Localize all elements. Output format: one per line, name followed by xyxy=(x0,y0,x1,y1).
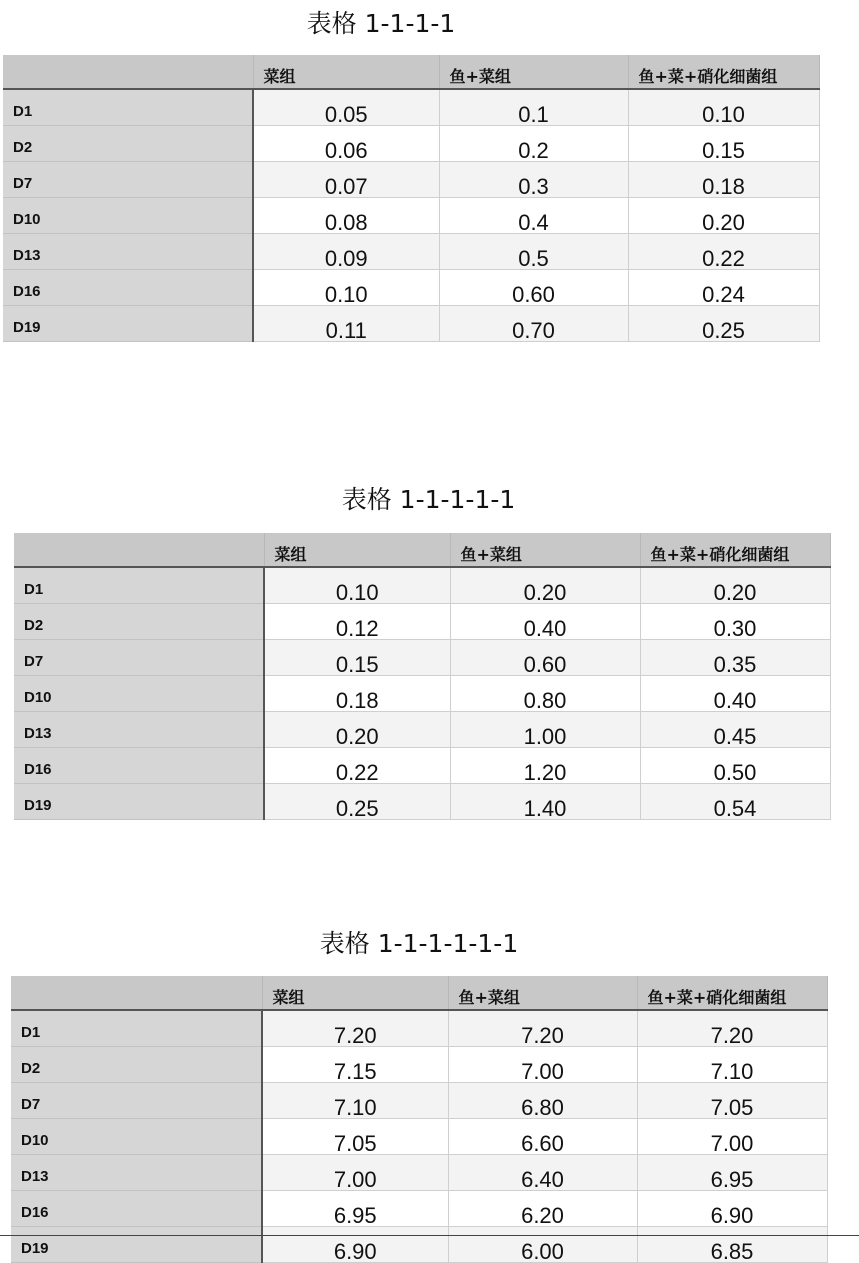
row-label: D1 xyxy=(14,567,264,604)
table-row xyxy=(3,89,819,126)
row-label: D2 xyxy=(3,126,253,162)
table-cell: 0.11 xyxy=(253,306,439,342)
row-label: D1 xyxy=(3,89,253,126)
row-label: D7 xyxy=(11,1083,262,1119)
table-row xyxy=(14,712,830,748)
table-row xyxy=(14,676,830,712)
table-cell: 0.20 xyxy=(450,567,640,604)
table-cell: 0.18 xyxy=(264,676,450,712)
table-cell: 0.30 xyxy=(640,604,830,640)
table-block-3 xyxy=(11,920,827,1263)
row-label: D10 xyxy=(14,676,264,712)
column-header: 鱼+菜组 xyxy=(448,976,637,1010)
table-row xyxy=(3,270,819,306)
column-header: 菜组 xyxy=(262,976,448,1010)
table-row xyxy=(11,1083,827,1119)
table-cell: 0.70 xyxy=(439,306,628,342)
corner-cell xyxy=(14,533,264,567)
table-row xyxy=(3,198,819,234)
header-row xyxy=(14,533,830,567)
table-cell: 0.20 xyxy=(640,567,830,604)
table-row xyxy=(14,748,830,784)
table-cell: 0.08 xyxy=(253,198,439,234)
row-label: D19 xyxy=(3,306,253,342)
table-cell: 0.07 xyxy=(253,162,439,198)
data-table xyxy=(3,55,820,342)
table-cell: 0.5 xyxy=(439,234,628,270)
row-label: D10 xyxy=(11,1119,262,1155)
table-cell: 6.95 xyxy=(637,1155,827,1191)
table-cell: 0.15 xyxy=(264,640,450,676)
page-bottom-rule xyxy=(0,1235,859,1236)
corner-cell xyxy=(11,976,262,1010)
table-cell: 0.10 xyxy=(253,270,439,306)
table-cell: 0.35 xyxy=(640,640,830,676)
column-header: 菜组 xyxy=(253,55,439,89)
corner-cell xyxy=(3,55,253,89)
table-cell: 0.10 xyxy=(264,567,450,604)
header-row xyxy=(3,55,819,89)
table-cell: 0.54 xyxy=(640,784,830,820)
data-table xyxy=(14,533,831,820)
table-row xyxy=(11,1227,827,1263)
table-cell: 1.40 xyxy=(450,784,640,820)
table-cell: 0.40 xyxy=(450,604,640,640)
table-row xyxy=(11,1155,827,1191)
table-row xyxy=(3,234,819,270)
table-cell: 0.22 xyxy=(628,234,819,270)
table-cell: 7.20 xyxy=(637,1010,827,1047)
table-cell: 0.10 xyxy=(628,89,819,126)
table-row xyxy=(14,604,830,640)
table-cell: 0.60 xyxy=(439,270,628,306)
column-header: 鱼+菜+硝化细菌组 xyxy=(640,533,830,567)
row-label: D2 xyxy=(11,1047,262,1083)
row-label: D1 xyxy=(11,1010,262,1047)
table-cell: 0.20 xyxy=(264,712,450,748)
table-row xyxy=(3,126,819,162)
table-cell: 0.4 xyxy=(439,198,628,234)
table-cell: 7.00 xyxy=(262,1155,448,1191)
row-label: D19 xyxy=(14,784,264,820)
table-cell: 0.40 xyxy=(640,676,830,712)
row-label: D7 xyxy=(14,640,264,676)
column-header: 鱼+菜组 xyxy=(439,55,628,89)
table-caption: 表格 1-1-1-1 xyxy=(306,9,456,38)
table-cell: 7.00 xyxy=(637,1119,827,1155)
table-cell: 0.09 xyxy=(253,234,439,270)
table-cell: 7.10 xyxy=(637,1047,827,1083)
table-cell: 6.60 xyxy=(448,1119,637,1155)
row-label: D16 xyxy=(3,270,253,306)
table-row xyxy=(11,1119,827,1155)
table-cell: 0.3 xyxy=(439,162,628,198)
row-label: D16 xyxy=(11,1191,262,1227)
table-cell: 0.24 xyxy=(628,270,819,306)
table-cell: 0.06 xyxy=(253,126,439,162)
table-cell: 0.2 xyxy=(439,126,628,162)
table-caption: 表格 1-1-1-1-1 xyxy=(341,485,516,514)
table-cell: 7.10 xyxy=(262,1083,448,1119)
table-cell: 0.20 xyxy=(628,198,819,234)
table-cell: 7.20 xyxy=(262,1010,448,1047)
table-cell: 0.12 xyxy=(264,604,450,640)
table-cell: 0.50 xyxy=(640,748,830,784)
table-row xyxy=(3,162,819,198)
column-header: 鱼+菜+硝化细菌组 xyxy=(637,976,827,1010)
row-label: D7 xyxy=(3,162,253,198)
table-cell: 6.90 xyxy=(262,1227,448,1263)
table-cell: 7.20 xyxy=(448,1010,637,1047)
table-cell: 0.18 xyxy=(628,162,819,198)
row-label: D16 xyxy=(14,748,264,784)
table-cell: 0.05 xyxy=(253,89,439,126)
table-cell: 6.20 xyxy=(448,1191,637,1227)
table-cell: 6.80 xyxy=(448,1083,637,1119)
table-block-1 xyxy=(3,0,819,342)
table-cell: 0.80 xyxy=(450,676,640,712)
table-cell: 0.15 xyxy=(628,126,819,162)
table-row xyxy=(14,784,830,820)
table-cell: 7.05 xyxy=(637,1083,827,1119)
row-label: D13 xyxy=(11,1155,262,1191)
row-label: D13 xyxy=(14,712,264,748)
data-table xyxy=(11,976,828,1263)
table-row xyxy=(3,306,819,342)
table-cell: 6.90 xyxy=(637,1191,827,1227)
column-header: 菜组 xyxy=(264,533,450,567)
table-cell: 1.20 xyxy=(450,748,640,784)
table-cell: 0.1 xyxy=(439,89,628,126)
column-header: 鱼+菜+硝化细菌组 xyxy=(628,55,819,89)
table-block-2 xyxy=(14,476,830,820)
column-header: 鱼+菜组 xyxy=(450,533,640,567)
row-label: D19 xyxy=(11,1227,262,1263)
table-cell: 6.85 xyxy=(637,1227,827,1263)
table-cell: 0.25 xyxy=(628,306,819,342)
table-cell: 6.40 xyxy=(448,1155,637,1191)
table-row xyxy=(11,1010,827,1047)
row-label: D2 xyxy=(14,604,264,640)
table-cell: 7.00 xyxy=(448,1047,637,1083)
table-cell: 0.25 xyxy=(264,784,450,820)
table-cell: 1.00 xyxy=(450,712,640,748)
row-label: D13 xyxy=(3,234,253,270)
table-cell: 0.60 xyxy=(450,640,640,676)
table-row xyxy=(11,1047,827,1083)
table-cell: 6.00 xyxy=(448,1227,637,1263)
table-cell: 0.22 xyxy=(264,748,450,784)
table-cell: 7.05 xyxy=(262,1119,448,1155)
table-row xyxy=(11,1191,827,1227)
table-row xyxy=(14,640,830,676)
table-cell: 7.15 xyxy=(262,1047,448,1083)
header-row xyxy=(11,976,827,1010)
table-row xyxy=(14,567,830,604)
table-cell: 6.95 xyxy=(262,1191,448,1227)
table-caption: 表格 1-1-1-1-1-1 xyxy=(319,929,519,958)
table-cell: 0.45 xyxy=(640,712,830,748)
row-label: D10 xyxy=(3,198,253,234)
